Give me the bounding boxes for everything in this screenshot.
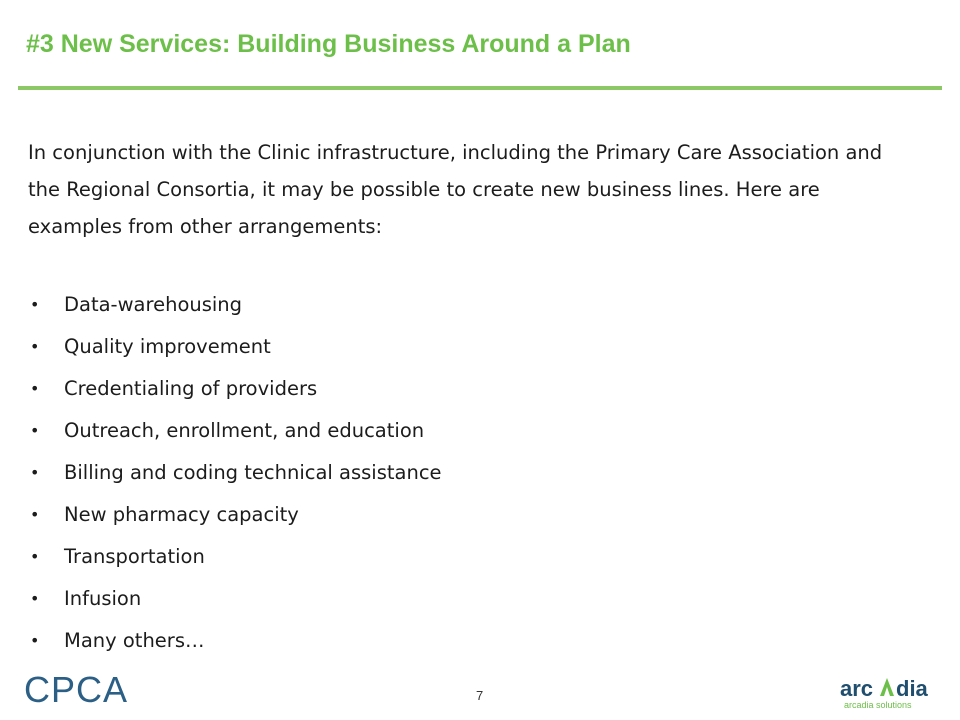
bullet-icon: • xyxy=(30,337,40,356)
svg-text:arc: arc xyxy=(840,676,874,701)
title-divider xyxy=(18,86,942,90)
bullet-icon: • xyxy=(30,547,40,566)
cpca-logo: CPCA xyxy=(24,669,129,710)
bullet-icon: • xyxy=(30,589,40,608)
svg-text:dia: dia xyxy=(896,676,928,701)
intro-paragraph: In conjunction with the Clinic infrastructure, including the Primary Care Association and the Regional Consortia, it may be possible to create new business lines. Here are examples from other arrangements: xyxy=(28,141,883,238)
bullet-icon: • xyxy=(30,421,40,440)
page-number: 7 xyxy=(476,688,484,703)
svg-text:arcadia solutions: arcadia solutions xyxy=(844,700,912,710)
bullet-icon: • xyxy=(30,463,40,482)
bullet-icon: • xyxy=(30,505,40,524)
bullet-icon: • xyxy=(30,631,40,650)
slide: #3 New Services: Building Business Around a Plan In conjunction with the Clinic infrastructure, including the Primary Care Association and the Regional Consortia, it may be possible to create new business lines. Here are examples from other arrangements: • Data-warehousing • Quality improvement • Credentialing of providers • Outreach, enrollment, and education • Billing and coding technical assistance • New pharmacy capacity • Transportation • Infusion • Many others… CPCA 7 arc dia arcadia solutions xyxy=(0,0,960,720)
bullet-icon: • xyxy=(30,295,40,314)
slide-title: #3 New Services: Building Business Around a Plan xyxy=(26,30,631,58)
arcadia-logo xyxy=(836,672,946,712)
bullet-icon: • xyxy=(30,379,40,398)
